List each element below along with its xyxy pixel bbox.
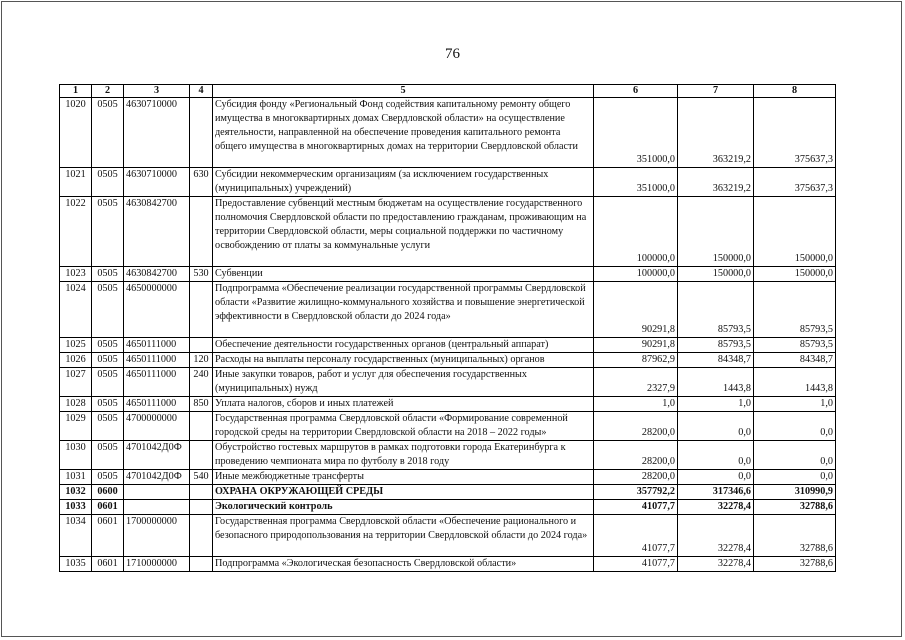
target-code-cell: 1700000000 (124, 515, 190, 557)
header-row (60, 85, 836, 98)
target-code-cell: 4630710000 (124, 98, 190, 168)
amount-2019-cell: 28200,0 (594, 441, 678, 470)
amount-2021-cell: 0,0 (754, 470, 836, 485)
row-name-cell: Субсидия фонду «Региональный Фонд содействия капитальному ремонту общего имущества в многоквартирных домах Свердловской области» на осуществление деятельности, направленной на обеспечение проведения капитального ремонта общего имущества в многоквартирных домах на территории Свердловской области (213, 98, 594, 168)
row-name-cell: Государственная программа Свердловской области «Обеспечение рационального и безопасного природопользования на территории Свердловской области до 2024 года» (213, 515, 594, 557)
row-name-cell: ОХРАНА ОКРУЖАЮЩЕЙ СРЕДЫ (213, 485, 594, 500)
target-code-cell: 4701042Д0Ф (124, 441, 190, 470)
target-code-cell: 4630842700 (124, 197, 190, 267)
table-row (60, 470, 836, 485)
amount-2020-cell: 150000,0 (678, 197, 754, 267)
expense-type-cell (190, 557, 213, 572)
amount-2019-cell: 41077,7 (594, 557, 678, 572)
amount-2019-cell: 87962,9 (594, 353, 678, 368)
expense-type-cell (190, 515, 213, 557)
expense-type-cell: 850 (190, 397, 213, 412)
target-code-cell: 4650111000 (124, 368, 190, 397)
row-name-cell: Предоставление субвенций местным бюджетам на осуществление государственного полномочия Свердловской области по предоставлению гражданам, проживающим на территории Свердловской области, меры социальной поддержки по частичному освобождению от платы за коммунальные услуги (213, 197, 594, 267)
table-row (60, 168, 836, 197)
row-number-cell: 1030 (60, 441, 92, 470)
amount-2020-cell: 1443,8 (678, 368, 754, 397)
row-number-cell: 1023 (60, 267, 92, 282)
table-row (60, 197, 836, 267)
section-code-cell: 0601 (92, 515, 124, 557)
section-code-cell: 0505 (92, 441, 124, 470)
expense-type-cell: 240 (190, 368, 213, 397)
amount-2020-cell: 317346,6 (678, 485, 754, 500)
amount-2020-cell: 85793,5 (678, 338, 754, 353)
amount-2021-cell: 150000,0 (754, 197, 836, 267)
amount-2020-cell: 363219,2 (678, 168, 754, 197)
amount-2020-cell: 0,0 (678, 441, 754, 470)
amount-2019-cell: 90291,8 (594, 338, 678, 353)
amount-2019-cell: 28200,0 (594, 412, 678, 441)
amount-2019-cell: 28200,0 (594, 470, 678, 485)
amount-2020-cell: 0,0 (678, 412, 754, 441)
header-cell: 1 (60, 85, 92, 98)
table-row (60, 353, 836, 368)
amount-2021-cell: 84348,7 (754, 353, 836, 368)
target-code-cell: 4650111000 (124, 353, 190, 368)
row-name-cell: Подпрограмма «Экологическая безопасность Свердловской области» (213, 557, 594, 572)
amount-2020-cell: 85793,5 (678, 282, 754, 338)
amount-2021-cell: 85793,5 (754, 338, 836, 353)
expense-type-cell (190, 282, 213, 338)
section-code-cell: 0505 (92, 267, 124, 282)
row-name-cell: Иные межбюджетные трансферты (213, 470, 594, 485)
amount-2020-cell: 0,0 (678, 470, 754, 485)
amount-2020-cell: 363219,2 (678, 98, 754, 168)
amount-2021-cell: 32788,6 (754, 500, 836, 515)
target-code-cell: 4630710000 (124, 168, 190, 197)
expense-type-cell: 120 (190, 353, 213, 368)
row-number-cell: 1022 (60, 197, 92, 267)
expense-type-cell (190, 485, 213, 500)
row-name-cell: Расходы на выплаты персоналу государственных (муниципальных) органов (213, 353, 594, 368)
table-row (60, 338, 836, 353)
amount-2019-cell: 100000,0 (594, 267, 678, 282)
expense-type-cell: 630 (190, 168, 213, 197)
amount-2019-cell: 41077,7 (594, 500, 678, 515)
target-code-cell: 4701042Д0Ф (124, 470, 190, 485)
section-code-cell: 0505 (92, 397, 124, 412)
table-row (60, 282, 836, 338)
row-number-cell: 1027 (60, 368, 92, 397)
header-cell: 7 (678, 85, 754, 98)
amount-2019-cell: 357792,2 (594, 485, 678, 500)
amount-2021-cell: 32788,6 (754, 557, 836, 572)
target-code-cell: 4700000000 (124, 412, 190, 441)
amount-2021-cell: 150000,0 (754, 267, 836, 282)
target-code-cell: 1710000000 (124, 557, 190, 572)
amount-2019-cell: 351000,0 (594, 98, 678, 168)
section-code-cell: 0505 (92, 353, 124, 368)
table-row (60, 412, 836, 441)
amount-2019-cell: 351000,0 (594, 168, 678, 197)
amount-2021-cell: 85793,5 (754, 282, 836, 338)
amount-2019-cell: 2327,9 (594, 368, 678, 397)
amount-2020-cell: 32278,4 (678, 500, 754, 515)
section-code-cell: 0600 (92, 485, 124, 500)
amount-2021-cell: 310990,9 (754, 485, 836, 500)
amount-2020-cell: 84348,7 (678, 353, 754, 368)
row-name-cell: Иные закупки товаров, работ и услуг для обеспечения государственных (муниципальных) нужд (213, 368, 594, 397)
target-code-cell: 4650000000 (124, 282, 190, 338)
header-cell: 4 (190, 85, 213, 98)
row-name-cell: Государственная программа Свердловской области «Формирование современной городской среды на территории Свердловской области на 2018 – 2022 годы» (213, 412, 594, 441)
row-name-cell: Обустройство гостевых маршрутов в рамках подготовки города Екатеринбурга к проведению чемпионата мира по футболу в 2018 году (213, 441, 594, 470)
section-code-cell: 0505 (92, 368, 124, 397)
budget-table (59, 84, 836, 572)
row-name-cell: Обеспечение деятельности государственных органов (центральный аппарат) (213, 338, 594, 353)
table-row (60, 557, 836, 572)
row-number-cell: 1021 (60, 168, 92, 197)
row-number-cell: 1029 (60, 412, 92, 441)
target-code-cell (124, 500, 190, 515)
expense-type-cell (190, 412, 213, 441)
row-name-cell: Подпрограмма «Обеспечение реализации государственной программы Свердловской области «Развитие жилищно-коммунального хозяйства и повышение энергетической эффективности в Свердловской области до 2024 года» (213, 282, 594, 338)
section-code-cell: 0505 (92, 98, 124, 168)
target-code-cell (124, 485, 190, 500)
amount-2019-cell: 100000,0 (594, 197, 678, 267)
table-row (60, 368, 836, 397)
section-code-cell: 0505 (92, 338, 124, 353)
header-cell: 6 (594, 85, 678, 98)
section-code-cell: 0505 (92, 412, 124, 441)
table-row (60, 485, 836, 500)
page-number: 76 (445, 46, 460, 62)
table-row (60, 98, 836, 168)
table-row (60, 515, 836, 557)
amount-2021-cell: 1443,8 (754, 368, 836, 397)
target-code-cell: 4650111000 (124, 338, 190, 353)
section-code-cell: 0505 (92, 282, 124, 338)
table-body (60, 85, 836, 572)
table-row (60, 267, 836, 282)
expense-type-cell (190, 500, 213, 515)
amount-2020-cell: 150000,0 (678, 267, 754, 282)
section-code-cell: 0505 (92, 168, 124, 197)
amount-2021-cell: 375637,3 (754, 98, 836, 168)
amount-2020-cell: 32278,4 (678, 557, 754, 572)
table-row (60, 441, 836, 470)
amount-2019-cell: 1,0 (594, 397, 678, 412)
section-code-cell: 0601 (92, 557, 124, 572)
row-name-cell: Субвенции (213, 267, 594, 282)
amount-2021-cell: 0,0 (754, 412, 836, 441)
table-row (60, 500, 836, 515)
section-code-cell: 0505 (92, 197, 124, 267)
row-number-cell: 1035 (60, 557, 92, 572)
amount-2019-cell: 41077,7 (594, 515, 678, 557)
row-number-cell: 1031 (60, 470, 92, 485)
row-name-cell: Уплата налогов, сборов и иных платежей (213, 397, 594, 412)
row-number-cell: 1020 (60, 98, 92, 168)
header-cell: 8 (754, 85, 836, 98)
header-cell: 3 (124, 85, 190, 98)
amount-2021-cell: 1,0 (754, 397, 836, 412)
amount-2021-cell: 0,0 (754, 441, 836, 470)
row-number-cell: 1033 (60, 500, 92, 515)
row-number-cell: 1024 (60, 282, 92, 338)
target-code-cell: 4630842700 (124, 267, 190, 282)
row-number-cell: 1032 (60, 485, 92, 500)
expense-type-cell (190, 441, 213, 470)
row-name-cell: Субсидии некоммерческим организациям (за исключением государственных (муниципальных) учреждений) (213, 168, 594, 197)
amount-2021-cell: 32788,6 (754, 515, 836, 557)
row-number-cell: 1028 (60, 397, 92, 412)
header-cell: 5 (213, 85, 594, 98)
expense-type-cell (190, 98, 213, 168)
amount-2020-cell: 32278,4 (678, 515, 754, 557)
expense-type-cell (190, 338, 213, 353)
header-cell: 2 (92, 85, 124, 98)
expense-type-cell: 540 (190, 470, 213, 485)
amount-2019-cell: 90291,8 (594, 282, 678, 338)
table-row (60, 397, 836, 412)
amount-2021-cell: 375637,3 (754, 168, 836, 197)
amount-2020-cell: 1,0 (678, 397, 754, 412)
target-code-cell: 4650111000 (124, 397, 190, 412)
section-code-cell: 0601 (92, 500, 124, 515)
expense-type-cell: 530 (190, 267, 213, 282)
row-name-cell: Экологический контроль (213, 500, 594, 515)
row-number-cell: 1026 (60, 353, 92, 368)
row-number-cell: 1025 (60, 338, 92, 353)
section-code-cell: 0505 (92, 470, 124, 485)
row-number-cell: 1034 (60, 515, 92, 557)
expense-type-cell (190, 197, 213, 267)
